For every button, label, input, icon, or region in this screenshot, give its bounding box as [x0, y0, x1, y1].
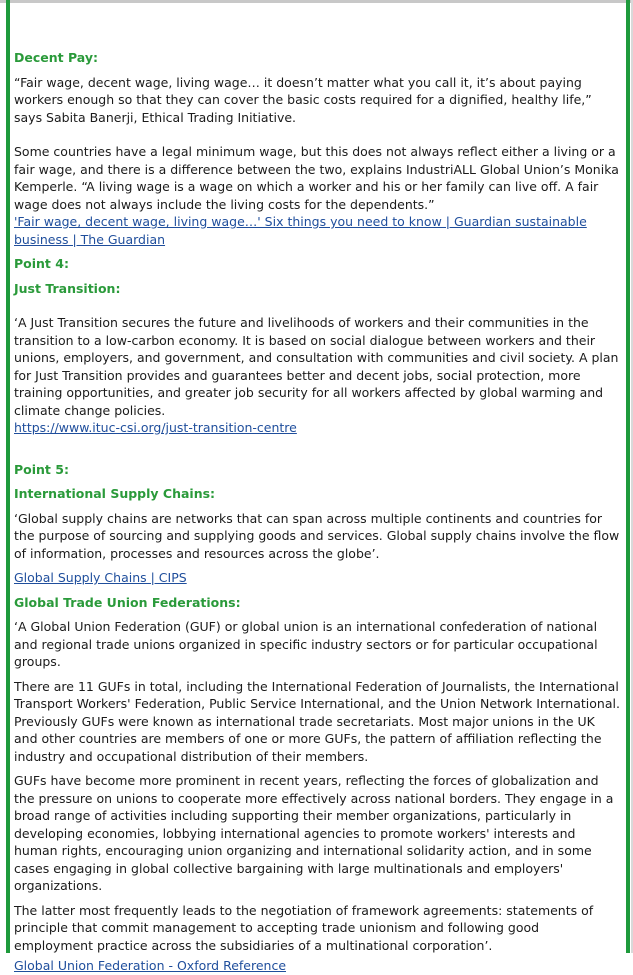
- just-transition-text: ‘A Just Transition secures the future and livelihoods of workers and their communities in the transition to a low-carbon economy. It is based on social dialogue between workers and their unions, employers, and government, and consultation with communities and civil society. A plan for Just Transition provides and guarantees better and decent jobs, social protection, more training opportunities, and greater job security for all workers affected by global warming and climate change policies.: [14, 315, 619, 418]
- guf-paragraph-1: ‘A Global Union Federation (GUF) or global union is an international confederation of national and regional trade unions organized in specific industry sectors or for particular occupational groups.: [14, 619, 598, 669]
- supply-chains-heading: International Supply Chains:: [14, 486, 216, 501]
- decent-pay-heading: Decent Pay:: [14, 50, 98, 65]
- ituc-link[interactable]: https://www.ituc-csi.org/just-transition-centre: [14, 420, 297, 435]
- document-content: [14, 49, 620, 975]
- cips-link[interactable]: Global Supply Chains | CIPS: [14, 570, 187, 585]
- supply-chains-text: ‘Global supply chains are networks that can span across multiple continents and countries for the purpose of sourcing and supplying goods and services. Global supply chains involve the flow of information, processes and resources across the globe’.: [14, 510, 620, 561]
- guf-paragraph-2: There are 11 GUFs in total, including the International Federation of Journalists, the International Transport Workers' Federation, Public Service International, and the Union Network International. Previously GUFs were known as international trade secretariats. Most major unions in the UK and other countries are members of one or more GUFs, the pattern of affiliation reflecting the industry and occupational distribution of their members.: [14, 678, 620, 764]
- guf-paragraph-4: The latter most frequently leads to the negotiation of framework agreements: statements of principle that commit management to accepting trade unionism and following good employment practice across the subsidiaries of a multinational corporation’.: [14, 902, 594, 953]
- point-5-label: Point 5:: [14, 461, 69, 477]
- decent-pay-quote: “Fair wage, decent wage, living wage… it doesn’t matter what you call it, it’s about paying workers enough so that they can cover the basic costs required for a dignified, healthy life,” says Sabita Banerji, Ethical Trading Initiative.: [14, 74, 592, 125]
- guf-heading: Global Trade Union Federations:: [14, 594, 241, 610]
- guardian-article-link[interactable]: 'Fair wage, decent wage, living wage…' Six things you need to know | Guardian sustainable business | The Guardian: [14, 214, 587, 247]
- point-4-label: Point 4:: [14, 256, 69, 271]
- just-transition-heading: Just Transition:: [14, 280, 121, 296]
- left-accent-border: [6, 0, 10, 953]
- top-rule: [0, 0, 633, 3]
- decent-pay-paragraph: Some countries have a legal minimum wage, but this does not always reflect either a living or a fair wage, and there is a difference between the two, explains IndustriALL Global Union’s Monika Kemperle. “A living wage is a wage on which a worker and his or her family can live off. A fair wage does not always include the living costs for the dependents.”: [14, 144, 619, 212]
- guf-paragraph-3: GUFs have become more prominent in recent years, reflecting the forces of globalization and the pressure on unions to cooperate more effectively across national borders. They engage in a broad range of activities including supporting their member organizations, particularly in developing economies, lobbying international agencies to promote workers' interests and human rights, encouraging union organizing and international solidarity action, and in some cases engaging in global collective bargaining with large multinationals and employers' organizations.: [14, 773, 614, 893]
- right-accent-border: [626, 0, 630, 953]
- oxford-reference-link[interactable]: Global Union Federation - Oxford Reference: [14, 958, 287, 973]
